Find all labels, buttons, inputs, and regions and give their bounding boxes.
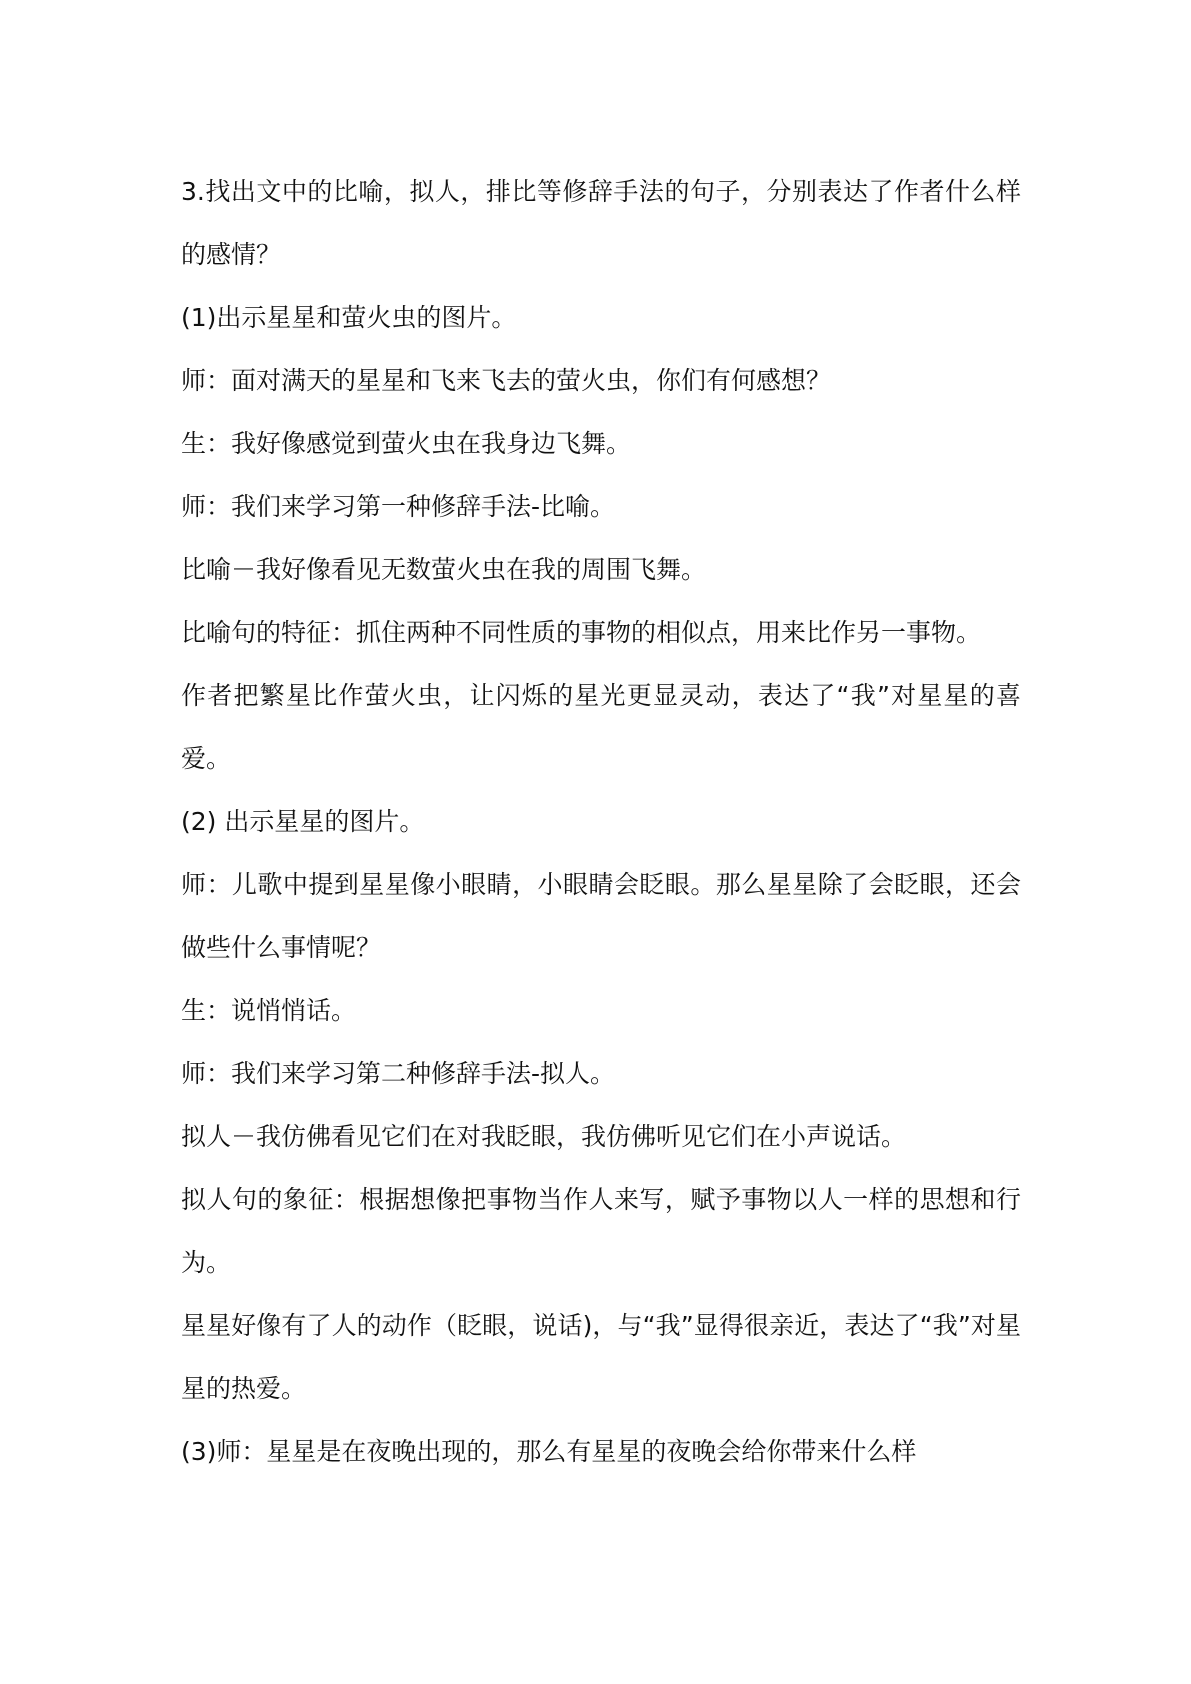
teacher-line: 师：儿歌中提到星星像小眼睛，小眼睛会眨眼。那么星星除了会眨眼，还会做些什么事情呢？: [181, 870, 1021, 962]
personification-example: 拟人－我仿佛看见它们在对我眨眼，我仿佛听见它们在小声说话。: [181, 1122, 907, 1151]
section-1-heading: (1)出示星星和萤火虫的图片。: [181, 303, 517, 332]
section-2-heading: (2) 出示星星的图片。: [181, 807, 425, 836]
document-body: [181, 160, 1021, 1483]
teacher-line: 师：我们来学习第二种修辞手法-拟人。: [181, 1059, 616, 1088]
question-paragraph: 3.找出文中的比喻，拟人，排比等修辞手法的句子，分别表达了作者什么样的感情？: [181, 177, 1021, 269]
metaphor-feature: 比喻句的特征：抓住两种不同性质的事物的相似点，用来比作另一事物。: [181, 618, 982, 647]
metaphor-explanation: 作者把繁星比作萤火虫，让闪烁的星光更显灵动，表达了“我”对星星的喜爱。: [181, 681, 1021, 773]
student-line: 生：我好像感觉到萤火虫在我身边飞舞。: [181, 429, 632, 458]
personification-explanation: 星星好像有了人的动作（眨眼，说话)，与“我”显得很亲近，表达了“我”对星星的热爱。: [181, 1311, 1021, 1403]
teacher-line: 师：我们来学习第一种修辞手法-比喻。: [181, 492, 616, 521]
student-line: 生：说悄悄话。: [181, 996, 357, 1025]
metaphor-example: 比喻－我好像看见无数萤火虫在我的周围飞舞。: [181, 555, 707, 584]
personification-feature: 拟人句的象征：根据想像把事物当作人来写，赋予事物以人一样的思想和行为。: [181, 1185, 1021, 1277]
teacher-line: 师：面对满天的星星和飞来飞去的萤火虫，你们有何感想？: [181, 366, 832, 395]
section-3-heading: (3)师：星星是在夜晚出现的，那么有星星的夜晚会给你带来什么样: [181, 1437, 917, 1466]
